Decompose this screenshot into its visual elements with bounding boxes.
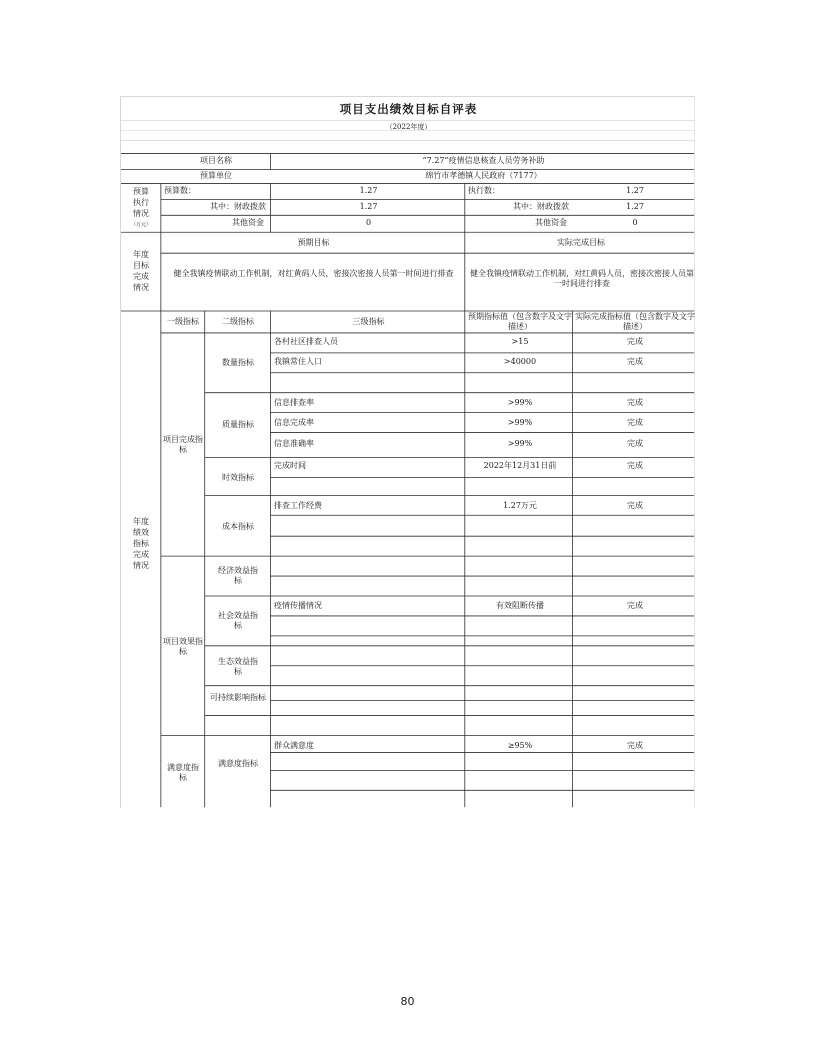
category-time: 时效指标 [222,473,254,482]
header-level2: 二级指标 [222,317,254,326]
sheet-title: 项目支出绩效目标自评表 [339,102,478,116]
budget-amount-value: 1.27 [359,186,378,195]
row-actual: 完成 [627,398,643,407]
expected-goal-text: 健全我镇疫情联动工作机制，对红黄码人员，密接次密接人员第一时间进行排查 [173,269,454,278]
row-expected: >99% [507,418,533,427]
sheet-year: （2022年度） [385,123,432,131]
row-name: 各村社区排查人员 [274,337,338,346]
other-exec-label: 其他资金 [535,218,567,227]
category-satisfaction: 满意度指标 [218,759,258,768]
row-actual: 完成 [627,357,643,366]
row-actual: 完成 [627,418,643,427]
fiscal-exec-label: 其中：财政拨款 [513,202,569,211]
goal-section-label-2: 目标 [133,261,149,270]
perf-section-label-2: 绩效 [133,528,149,537]
row-actual: 完成 [627,501,643,510]
header-level3: 三级指标 [352,317,385,326]
row-expected: 有效阻断传播 [496,601,544,610]
row-name: 信息完成率 [274,418,314,427]
evaluation-sheet [120,96,695,808]
row-actual: 完成 [627,439,643,448]
perf-section-label-4: 完成 [133,550,149,559]
category-quality: 质量指标 [222,420,254,429]
perf-section-label-3: 指标 [133,539,149,548]
category-quantity: 数量指标 [222,358,254,367]
group-effect: 项目效果指标 [163,637,203,656]
budget-section-label-3: 情况 [133,209,149,218]
group-completion: 项目完成指标 [163,435,203,454]
row-expected: 1.27万元 [503,501,537,510]
row-expected: >15 [511,337,529,346]
row-expected: >99% [507,398,533,407]
row-expected: >99% [507,439,533,448]
header-actual-value: 实际完成指标值（包含数字及文字描述） [575,312,695,331]
goal-section-label-4: 情况 [133,283,149,292]
other-budget-label: 其他资金 [232,218,264,227]
row-name: 排查工作经费 [274,501,322,510]
budget-section-label-1: 预算 [133,187,149,196]
budget-unit-label: 预算单位 [200,171,232,180]
perf-section-label-1: 年度 [133,517,149,526]
category-cost: 成本指标 [222,522,254,531]
row-actual: 完成 [627,337,643,346]
category-economic: 经济效益指标 [218,566,258,585]
expected-goal-header: 预期目标 [297,238,330,247]
row-actual: 完成 [627,601,643,610]
fiscal-budget-label: 其中：财政拨款 [210,202,266,211]
row-actual: 完成 [627,741,643,750]
project-name-label: 项目名称 [200,156,232,165]
other-exec-value: 0 [632,218,638,227]
execution-amount-value: 1.27 [626,186,644,195]
row-name: 信息准确率 [274,439,314,448]
row-name: 完成时间 [274,461,306,470]
row-name: 群众满意度 [274,741,314,750]
fiscal-budget-value: 1.27 [359,202,378,211]
budget-section-label-2: 执行 [133,198,149,207]
goal-section-label-3: 完成 [133,272,149,281]
actual-goal-header: 实际完成目标 [557,238,605,247]
row-name: 我镇常住人口 [274,357,322,366]
budget-unit-value: 绵竹市孝德镇人民政府（7177） [425,171,542,180]
header-expected-value: 预期指标值（包含数字及文字描述） [468,312,572,331]
perf-section-label-5: 情况 [133,561,149,570]
group-satisfaction: 满意度指标 [167,763,199,782]
actual-goal-text: 健全我镇疫情联动工作机制，对红黄码人员，密接次密接人员第一时间进行排查 [470,269,694,288]
category-sustainable: 可持续影响指标 [210,693,266,702]
budget-section-unit: （万元） [130,222,151,228]
category-ecological: 生态效益指标 [218,657,258,676]
execution-amount-label: 执行数： [468,186,500,195]
page-number: 80 [400,995,415,1008]
row-name: 信息排查率 [274,398,314,407]
fiscal-exec-value: 1.27 [626,202,644,211]
other-budget-value: 0 [365,218,372,227]
header-level1: 一级指标 [167,317,199,326]
row-expected: 2022年12月31日前 [483,461,557,470]
row-expected: ≥95% [507,741,533,750]
category-social: 社会效益指标 [218,611,258,630]
project-name-value: “7.27”疫情信息核查人员劳务补助 [422,156,545,165]
row-expected: >40000 [503,357,537,366]
row-actual: 完成 [627,461,643,470]
budget-amount-label: 预算数： [164,186,196,195]
row-name: 疫情传播情况 [274,601,322,610]
goal-section-label-1: 年度 [133,250,149,259]
